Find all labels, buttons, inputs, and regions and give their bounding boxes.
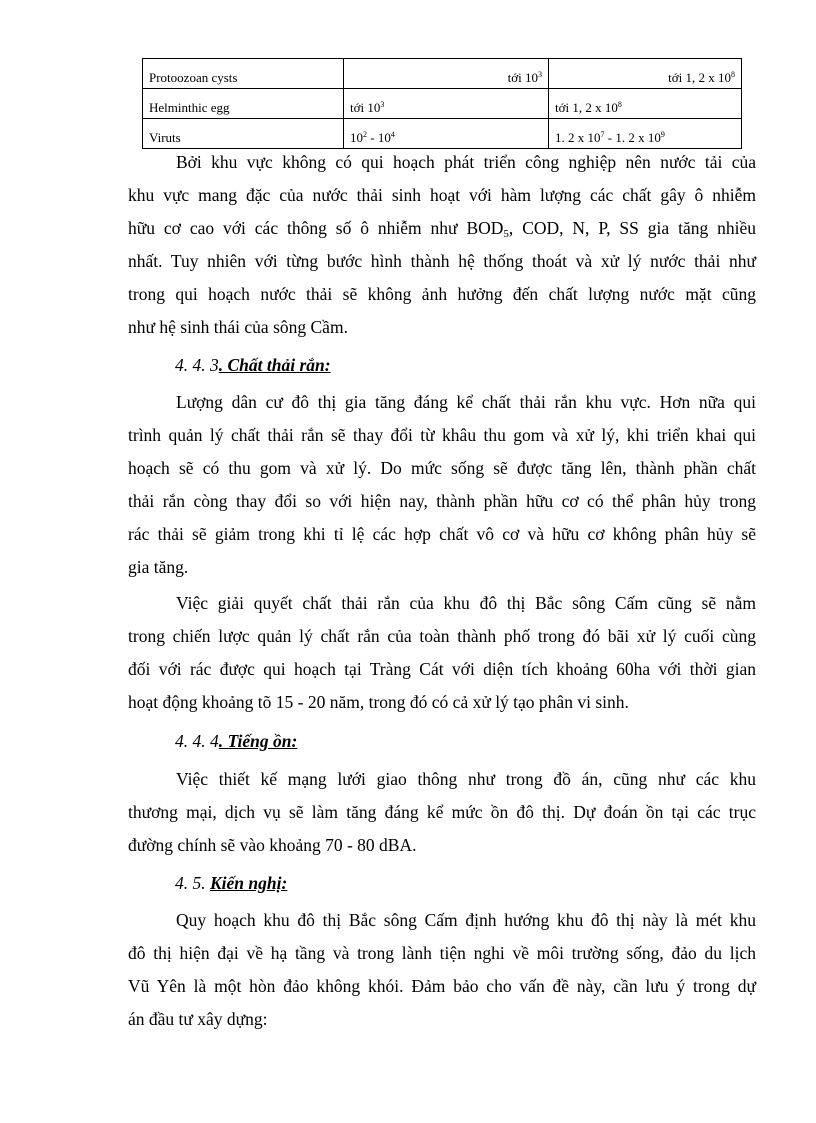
table-row (143, 59, 742, 89)
text-line: đường chính sẽ vào khoảng 70 - 80 dBA. (128, 835, 417, 855)
text-line: Việc thiết kế mạng lưới giao thông như trong đồ án, cũng như các khu (176, 769, 756, 789)
text-line: trong chiến lược quản lý chất rắn của toàn thành phố trong đó bãi xử lý cuối cùng (128, 626, 756, 646)
text-line: như hệ sinh thái của sông Cầm. (128, 317, 348, 337)
text-line: Việc giải quyết chất thải rắn của khu đô thị Bắc sông Cấm cũng sẽ nằm (176, 593, 756, 613)
text-line: nhất. Tuy nhiên với từng bước hình thành hệ thống thoát và xử lý nước thải như (128, 251, 756, 271)
text-line: trong qui hoạch nước thải sẽ không ảnh hưởng đến chất lượng nước mặt cũng (128, 284, 756, 304)
table-cell: Protoozoan cysts (143, 59, 344, 89)
table-row (143, 119, 742, 149)
table-cell: tới $10^3$ (344, 89, 549, 119)
text-line: hoạch sẽ có thu gom và xử lý. Do mức sống sẽ được tăng lên, thành phần chất (128, 458, 756, 478)
pathogen-table (142, 58, 742, 149)
text-line: thương mại, dịch vụ sẽ làm tăng đáng kể mức ồn đô thị. Dự đoán ồn tại các trục (128, 802, 756, 822)
table-cell: tới 1, 2 x $10^8$ (549, 89, 742, 119)
text-line: đối với rác được qui hoạch tại Tràng Cát với diện tích khoảng 60ha với thời gian (128, 659, 756, 679)
section-heading: 4. 4. 4. Tiếng ồn: (175, 731, 298, 751)
table-cell: 1. 2 x $10^7 - 1$. 2 x $10^9$ (549, 119, 742, 149)
table-cell: Helminthic egg (143, 89, 344, 119)
text-line: khu vực mang đặc của nước thải sinh hoạt với hàm lượng các chất gây ô nhiễm (128, 185, 756, 205)
paragraph-solid-waste (128, 386, 756, 584)
text-line: rác thải sẽ giảm trong khi tỉ lệ các hợp chất vô cơ và hữu cơ không phân hủy sẽ (128, 524, 756, 544)
table-row (143, 89, 742, 119)
text-line: gia tăng. (128, 557, 189, 577)
text-line: án đầu tư xây dựng: (128, 1009, 268, 1029)
paragraph-wastewater (128, 146, 756, 344)
table-cell: tới $10^3$ (344, 59, 549, 89)
text-line: trình quản lý chất thải rắn sẽ thay đổi từ khâu thu gom và xử lý, khi triển khai qui (128, 425, 756, 445)
text-line: hoạt động khoảng tõ 15 - 20 năm, trong đó có cả xử lý tạo phân vi sinh. (128, 692, 629, 712)
text-line: Lượng dân cư đô thị gia tăng đáng kể chất thải rắn khu vực. Hơn nữa qui (176, 392, 756, 412)
paragraph-noise (128, 763, 756, 862)
section-heading: 4. 4. 3. Chất thải rắn: (175, 355, 331, 375)
paragraph-recommendation (128, 904, 756, 1036)
text-line: đô thị hiện đại về hạ tầng và trong lành tiện nghi về môi trường sống, đảo du lịch (128, 943, 756, 963)
text-line: thải rắn còng thay đổi so với hiện nay, thành phần hữu cơ có thể phân hủy trong (128, 491, 756, 511)
text-line: Vũ Yên là một hòn đảo không khói. Đảm bảo cho vấn đề này, cần lưu ý trong dự (128, 976, 756, 996)
text-line: Bởi khu vực không có qui hoạch phát triển công nghiệp nên nước tải của (176, 152, 756, 172)
table-cell: tới 1, 2 x $10^8$ (549, 59, 742, 89)
text-line: Quy hoạch khu đô thị Bắc sông Cấm định hướng khu đô thị này là mét khu (176, 910, 756, 930)
table-cell: Viruts (143, 119, 344, 149)
section-heading: 4. 5. Kiến nghị: (175, 873, 288, 893)
table-cell: $10^2 - 10^4$ (344, 119, 549, 149)
paragraph-waste-strategy (128, 587, 756, 719)
text-line: hữu cơ cao với các thông số ô nhiễm như $BOD_5$, COD, N, P, SS gia tăng nhiều (128, 218, 757, 240)
